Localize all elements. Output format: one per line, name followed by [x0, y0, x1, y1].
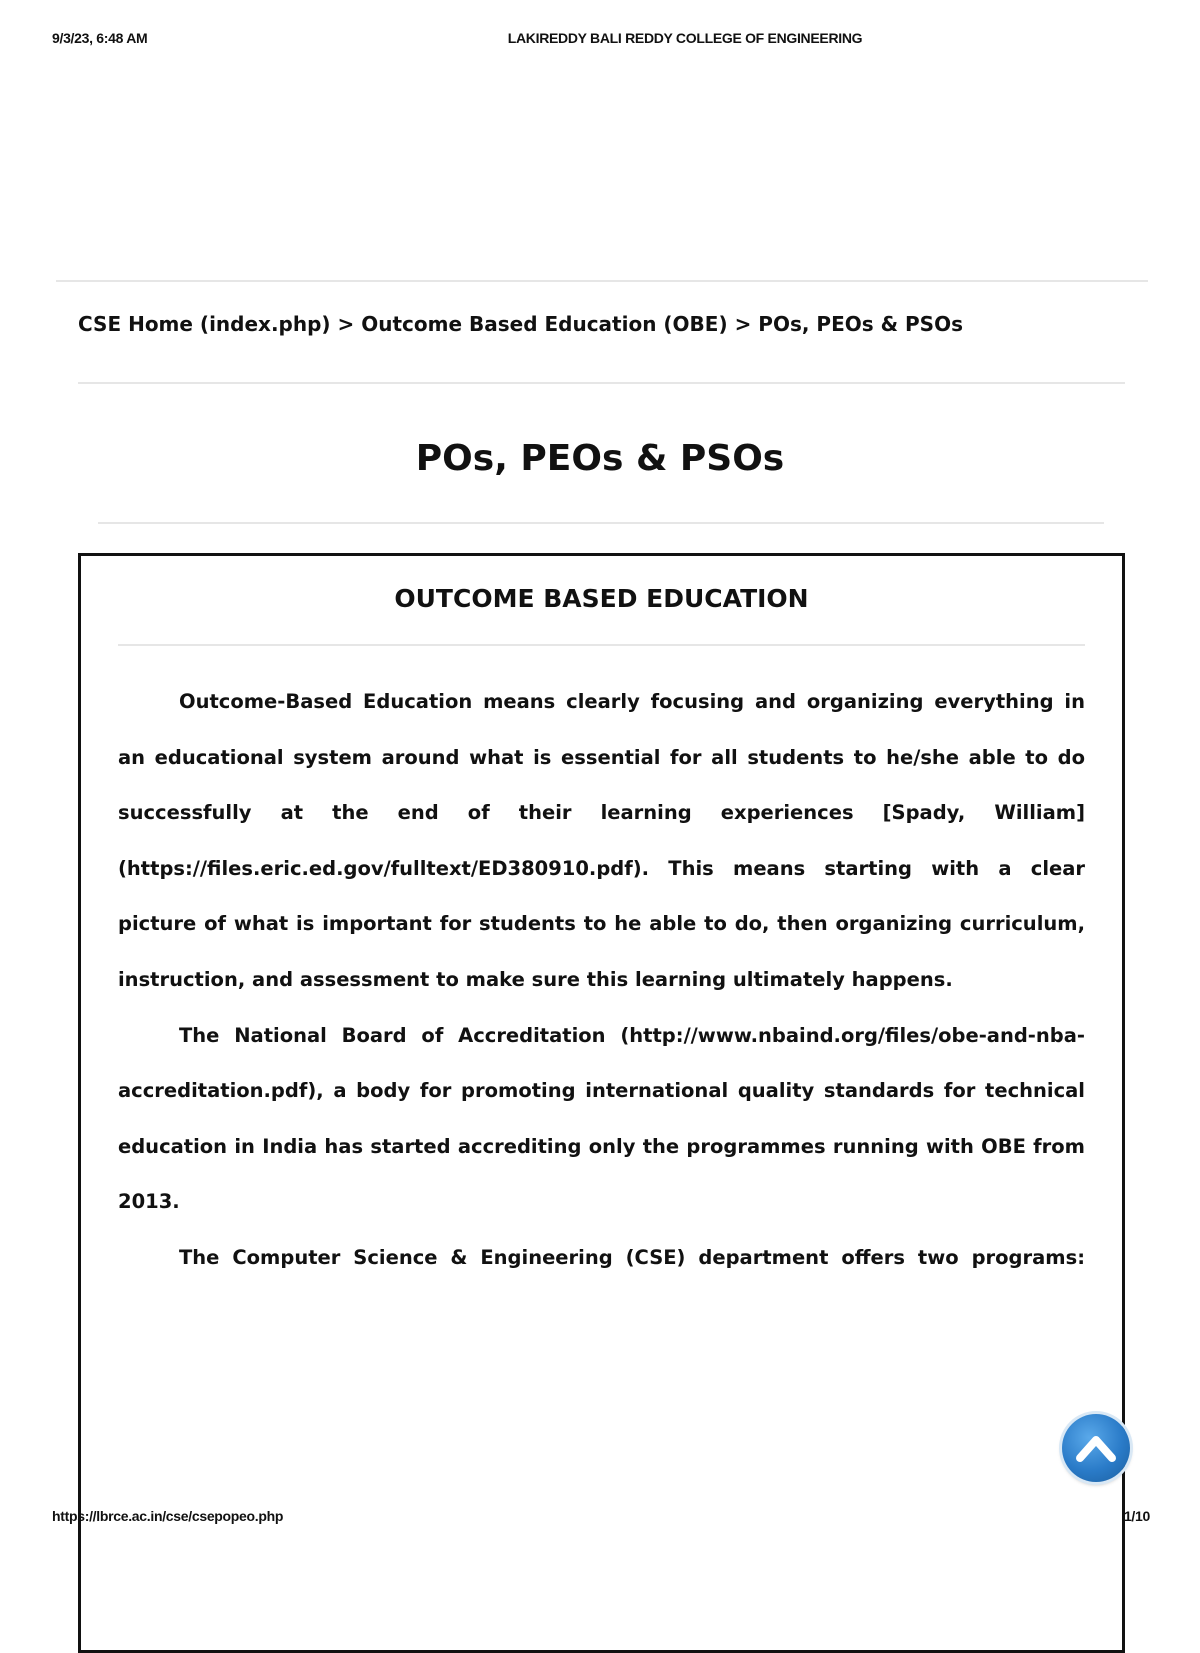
page-number: 1/10: [1123, 1508, 1150, 1524]
section-body: [118, 674, 1085, 1286]
title-divider: [98, 522, 1104, 524]
print-url: https://lbrce.ac.in/cse/csepopeo.php: [52, 1508, 284, 1524]
nba-paragraph: The National Board of Accreditation (http://www.nbaind.org/files/obe-and-nba-accreditation.pdf), a body for promoting international quality standards for technical education in India has started accrediting only the programmes running with OBE from 2013.: [118, 1023, 1085, 1214]
print-footer: [0, 1508, 1200, 1526]
print-header-title: LAKIREDDY BALI REDDY COLLEGE OF ENGINEERING: [507, 30, 863, 46]
top-divider: [56, 280, 1148, 282]
programs-paragraph: The Computer Science & Engineering (CSE) department offers two programs:: [179, 1245, 1085, 1269]
section-divider: [118, 644, 1085, 646]
obe-definition-paragraph: Outcome-Based Education means clearly focusing and organizing everything in an educational system around what is essential for all students to he/she able to do successfully at the end of their learning experiences [Spady, William] (https://files.eric.ed.gov/fulltext/ED380910.pdf). This means starting with a clear picture of what is important for students to he able to do, then organizing curriculum, instruction, and assessment to make sure this learning ultimately happens.: [118, 690, 1085, 991]
page-title: POs, PEOs & PSOs: [415, 438, 785, 479]
print-date: 9/3/23, 6:48 AM: [52, 30, 148, 46]
print-header: [0, 30, 1200, 48]
scroll-to-top-button[interactable]: [1062, 1414, 1130, 1482]
chevron-up-icon: [1062, 1414, 1130, 1482]
section-title: OUTCOME BASED EDUCATION: [394, 584, 809, 613]
breadcrumb[interactable]: CSE Home (index.php) > Outcome Based Education (OBE) > POs, PEOs & PSOs: [78, 312, 963, 336]
breadcrumb-divider: [78, 382, 1125, 384]
